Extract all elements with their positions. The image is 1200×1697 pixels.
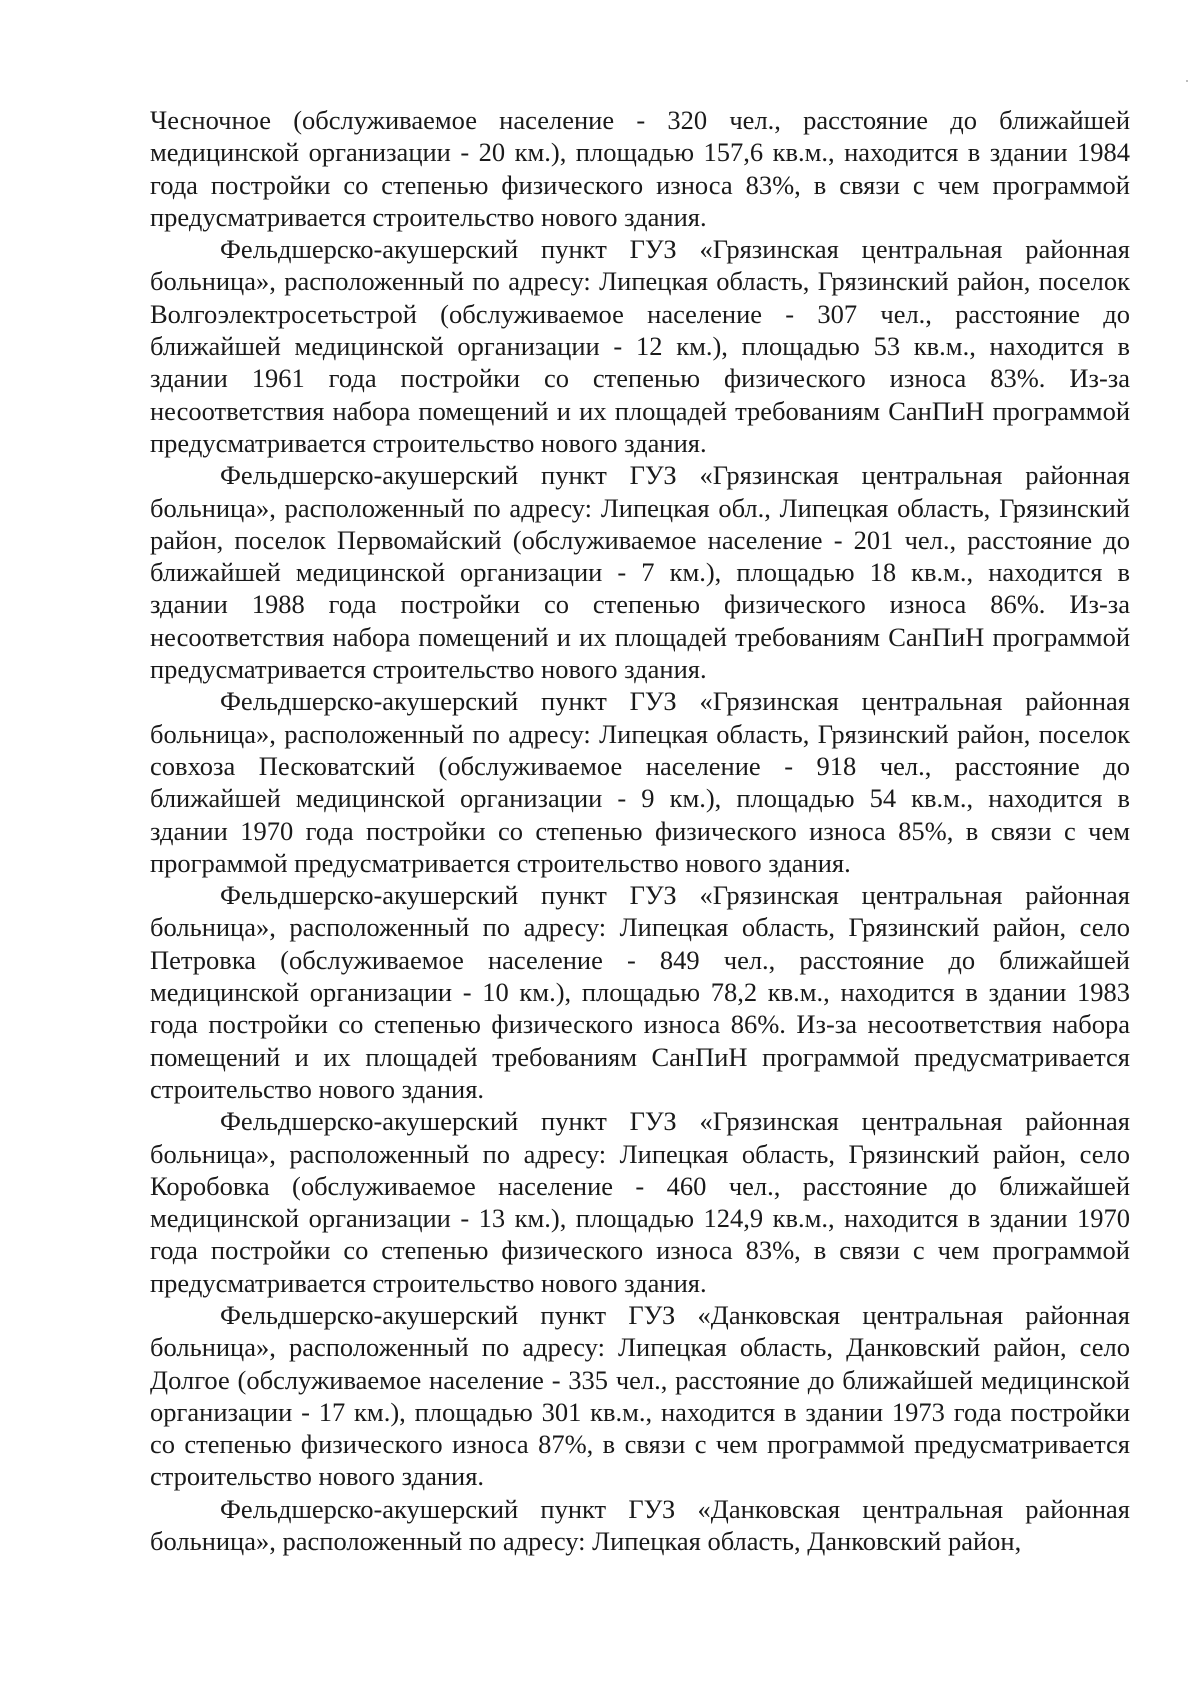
scan-artifact	[1186, 80, 1188, 82]
paragraph-fap-volgoelektrosetstroy: Фельдшерско-акушерский пункт ГУЗ «Грязинская центральная районная больница», расположенный по адресу: Липецкая область, Грязинский район, поселок Волгоэлектросетьстрой (обслуживаемое население - 307 чел., расстояние до ближайшей медицинской организации - 12 км.), площадью 53 кв.м., находится в здании 1961 года постройки со степенью физического износа 83%. Из-за несоответствия набора помещений и их площадей требованиям СанПиН программой предусматривается строительство нового здания.	[150, 234, 1130, 458]
paragraph-fap-korobovka: Фельдшерско-акушерский пункт ГУЗ «Грязинская центральная районная больница», расположенный по адресу: Липецкая область, Грязинский район, село Коробовка (обслуживаемое население - 460 чел., расстояние до ближайшей медицинской организации - 13 км.), площадью 124,9 кв.м., находится в здании 1970 года постройки со степенью физического износа 83%, в связи с чем программой предусматривается строительство нового здания.	[150, 1106, 1130, 1298]
paragraph-fap-petrovka: Фельдшерско-акушерский пункт ГУЗ «Грязинская центральная районная больница», расположенный по адресу: Липецкая область, Грязинский район, село Петровка (обслуживаемое население - 849 чел., расстояние до ближайшей медицинской организации - 10 км.), площадью 78,2 кв.м., находится в здании 1983 года постройки со степенью физического износа 86%. Из-за несоответствия набора помещений и их площадей требованиям СанПиН программой предусматривается строительство нового здания.	[150, 880, 1130, 1104]
document-body	[150, 104, 1130, 1557]
paragraph-continuation: Чесночное (обслуживаемое население - 320 чел., расстояние до ближайшей медицинской организации - 20 км.), площадью 157,6 кв.м., находится в здании 1984 года постройки со степенью физического износа 83%, в связи с чем программой предусматривается строительство нового здания.	[150, 105, 1130, 232]
paragraph-fap-dankov-partial: Фельдшерско-акушерский пункт ГУЗ «Данковская центральная районная больница», расположенный по адресу: Липецкая область, Данковский район,	[150, 1493, 1130, 1557]
paragraph-fap-pervomaysky: Фельдшерско-акушерский пункт ГУЗ «Грязинская центральная районная больница», расположенный по адресу: Липецкая обл., Липецкая область, Грязинский район, поселок Первомайский (обслуживаемое население - 201 чел., расстояние до ближайшей медицинской организации - 7 км.), площадью 18 кв.м., находится в здании 1988 года постройки со степенью физического износа 86%. Из-за несоответствия набора помещений и их площадей требованиям СанПиН программой предусматривается строительство нового здания.	[150, 460, 1130, 685]
paragraph-fap-dolgoe: Фельдшерско-акушерский пункт ГУЗ «Данковская центральная районная больница», расположенный по адресу: Липецкая область, Данковский район, село Долгое (обслуживаемое население - 335 чел., расстояние до ближайшей медицинской организации - 17 км.), площадью 301 кв.м., находится в здании 1973 года постройки со степенью физического износа 87%, в связи с чем программой предусматривается строительство нового здания.	[150, 1299, 1130, 1492]
paragraph-fap-peskovatsky: Фельдшерско-акушерский пункт ГУЗ «Грязинская центральная районная больница», расположенный по адресу: Липецкая область, Грязинский район, поселок совхоза Песковатский (обслуживаемое население - 918 чел., расстояние до ближайшей медицинской организации - 9 км.), площадью 54 кв.м., находится в здании 1970 года постройки со степенью физического износа 85%, в связи с чем программой предусматривается строительство нового здания.	[150, 686, 1130, 878]
